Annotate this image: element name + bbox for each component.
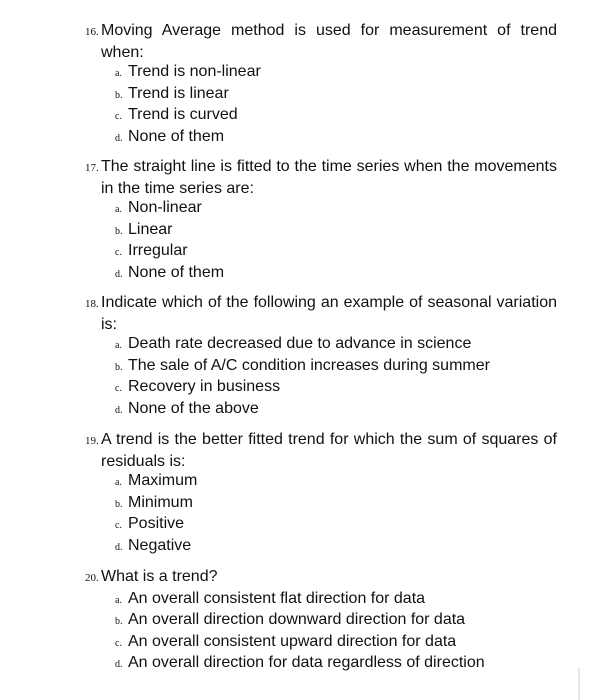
question-stem — [85, 157, 557, 198]
option-letter: a. — [115, 340, 122, 351]
option-c — [115, 377, 557, 399]
question-20 — [85, 567, 557, 675]
option-letter: b. — [115, 361, 123, 373]
question-stem — [85, 567, 557, 589]
option-letter: a. — [115, 68, 122, 79]
option-d — [115, 127, 557, 149]
option-d — [115, 263, 557, 285]
option-b — [115, 220, 557, 242]
question-text: A trend is the better fitted trend for which the sum of squares of residuals is: — [101, 431, 557, 470]
option-letter: c. — [115, 520, 122, 532]
option-letter: b. — [115, 89, 123, 101]
option-letter: d. — [115, 404, 123, 416]
option-letter: d. — [115, 541, 123, 553]
option-letter: b. — [115, 225, 123, 237]
question-number: 18. — [85, 298, 99, 310]
question-stem — [85, 293, 557, 334]
option-text: An overall direction for data regardless of direction — [128, 654, 485, 672]
option-a — [115, 198, 557, 220]
option-text: An overall consistent upward direction for data — [128, 632, 457, 650]
option-c — [115, 241, 557, 263]
option-text: Positive — [128, 515, 185, 533]
option-b — [115, 493, 557, 515]
options-list — [85, 589, 557, 675]
question-number: 20. — [85, 572, 99, 584]
option-text: Negative — [128, 536, 192, 554]
option-letter: c. — [115, 383, 122, 395]
option-letter: d. — [115, 268, 123, 280]
option-letter: a. — [115, 477, 122, 488]
option-text: Linear — [128, 220, 173, 238]
question-text: What is a trend? — [101, 568, 218, 585]
option-text: None of them — [128, 127, 225, 145]
option-a — [115, 334, 557, 356]
option-b — [115, 356, 557, 378]
option-d — [115, 653, 557, 675]
option-text: Maximum — [128, 472, 198, 489]
question-17 — [85, 157, 557, 284]
option-c — [115, 105, 557, 127]
options-list — [85, 471, 557, 557]
option-c — [115, 632, 557, 654]
question-text: The straight line is fitted to the time series when the movements in the time series are: — [101, 158, 557, 197]
option-a — [115, 589, 557, 611]
option-c — [115, 514, 557, 536]
option-text: None of them — [128, 263, 225, 281]
option-letter: d. — [115, 659, 123, 671]
question-16 — [85, 21, 557, 148]
question-number: 16. — [85, 26, 99, 38]
question-number: 17. — [85, 162, 99, 174]
question-19 — [85, 430, 557, 557]
option-text: Irregular — [128, 242, 188, 260]
option-text: Death rate decreased due to advance in science — [128, 335, 472, 352]
option-letter: b. — [115, 498, 123, 510]
options-list — [85, 198, 557, 284]
question-text: Indicate which of the following an example of seasonal variation is: — [101, 294, 557, 333]
question-number: 19. — [85, 435, 99, 447]
option-text: Trend is non-linear — [128, 63, 261, 80]
question-stem — [85, 21, 557, 62]
option-letter: c. — [115, 111, 122, 123]
option-a — [115, 62, 557, 84]
option-d — [115, 536, 557, 558]
option-text: Trend is curved — [128, 106, 238, 124]
option-text: The sale of A/C condition increases during summer — [128, 356, 490, 374]
option-text: Trend is linear — [128, 84, 229, 102]
option-letter: a. — [115, 204, 122, 215]
option-text: Minimum — [128, 493, 193, 511]
page-edge-divider — [578, 668, 580, 700]
option-text: None of the above — [128, 399, 259, 417]
option-text: An overall direction downward direction for data — [128, 611, 466, 629]
options-list — [85, 334, 557, 420]
option-text: Non-linear — [128, 199, 202, 216]
question-stem — [85, 430, 557, 471]
option-a — [115, 471, 557, 493]
option-text: An overall consistent flat direction for data — [128, 589, 426, 607]
option-d — [115, 399, 557, 421]
options-list — [85, 62, 557, 148]
option-letter: d. — [115, 132, 123, 144]
option-letter: c. — [115, 247, 122, 259]
option-letter: a. — [115, 594, 122, 606]
option-letter: b. — [115, 616, 123, 628]
option-b — [115, 84, 557, 106]
question-18 — [85, 293, 557, 420]
option-text: Recovery in business — [128, 378, 281, 396]
option-b — [115, 610, 557, 632]
question-text: Moving Average method is used for measurement of trend when: — [101, 22, 557, 61]
option-letter: c. — [115, 637, 122, 649]
